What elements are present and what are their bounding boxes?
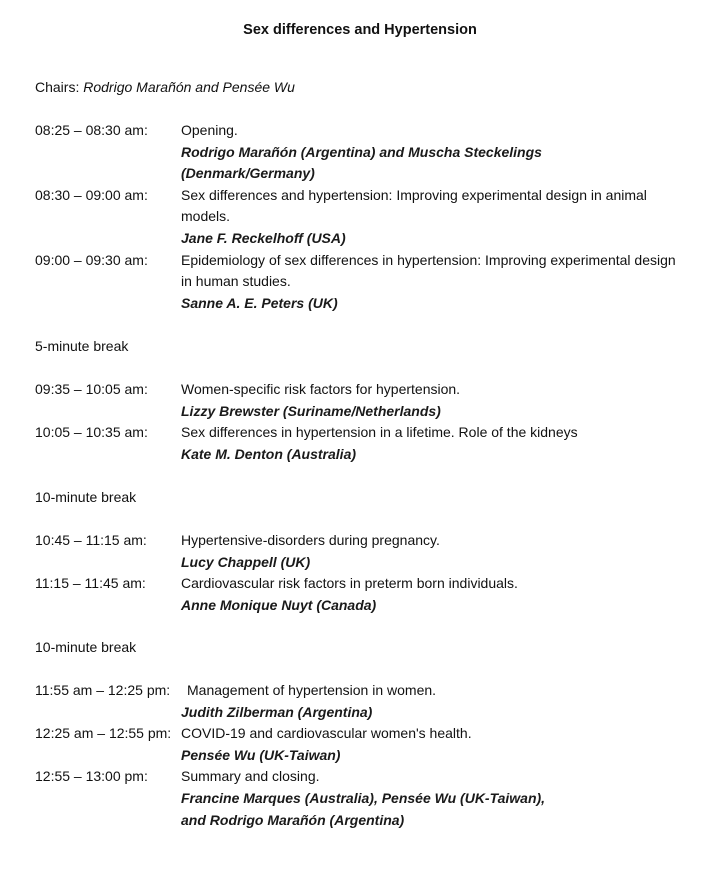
session-speaker: Lizzy Brewster (Suriname/Netherlands): [181, 402, 441, 419]
session-content: [181, 422, 695, 465]
session-row: [35, 120, 695, 185]
session-time: 08:30 – 09:00 am:: [35, 186, 148, 203]
session-speaker: Kate M. Denton (Australia): [181, 445, 357, 462]
session-speaker: Lucy Chappell (UK): [181, 553, 311, 570]
session-time: 11:55 am – 12:25 pm:: [35, 682, 171, 698]
session-topic: Epidemiology of sex differences in hypertension: Improving experimental design in human studies.: [181, 251, 676, 290]
session-content: [181, 185, 695, 250]
session-speaker: Jane F. Reckelhoff (USA): [181, 229, 346, 246]
session-block-3: [35, 530, 695, 616]
session-topic: Hypertensive-disorders during pregnancy.: [181, 532, 440, 548]
session-topic: COVID-19 and cardiovascular women's health.: [181, 725, 472, 742]
session-content: [181, 766, 695, 831]
session-row: [35, 766, 695, 831]
session-time: 12:25 am – 12:55 pm:: [35, 725, 172, 742]
session-content: [181, 573, 695, 616]
session-content: [181, 120, 695, 185]
chairs-label: Chairs:: [35, 79, 80, 95]
session-row: [35, 680, 695, 723]
session-topic: Sex differences and hypertension: Improving experimental design in animal models.: [181, 186, 647, 225]
session-speaker: Anne Monique Nuyt (Canada): [181, 596, 377, 613]
session-speaker: Sanne A. E. Peters (UK): [181, 294, 338, 311]
session-row: [35, 250, 695, 315]
session-speaker: Pensée Wu (UK-Taiwan): [181, 746, 341, 763]
session-topic: Management of hypertension in women.: [187, 682, 437, 698]
session-content: [181, 379, 695, 422]
session-topic: Opening.: [181, 122, 238, 138]
document-title: Sex differences and Hypertension: [243, 22, 477, 38]
session-content: [181, 530, 695, 573]
session-row: [35, 723, 695, 766]
session-block-2: [35, 379, 695, 465]
break-label: 5-minute break: [35, 338, 129, 354]
session-topic: Sex differences in hypertension in a lifetime. Role of the kidneys: [181, 424, 578, 441]
session-speaker: Rodrigo Marañón (Argentina) and Muscha Steckelings (Denmark/Germany): [181, 143, 542, 182]
session-block-1: [35, 120, 695, 314]
session-block-4: [35, 680, 695, 831]
session-row: [35, 379, 695, 422]
session-time: 10:45 – 11:15 am:: [35, 532, 147, 548]
session-topic: Cardiovascular risk factors in preterm born individuals.: [181, 575, 518, 592]
session-time: 10:05 – 10:35 am:: [35, 424, 148, 441]
chairs-names: Rodrigo Marañón and Pensée Wu: [83, 79, 295, 95]
session-topic: Women-specific risk factors for hypertension.: [181, 381, 461, 397]
session-content: [181, 680, 695, 723]
session-row: [35, 530, 695, 573]
session-row: [35, 422, 695, 465]
break-label: 10-minute break: [35, 489, 137, 505]
session-row: [35, 573, 695, 616]
session-time: 09:00 – 09:30 am:: [35, 251, 148, 268]
chairs-line: [35, 77, 295, 99]
session-topic: Summary and closing.: [181, 768, 320, 785]
session-time: 11:15 – 11:45 am:: [35, 575, 146, 592]
break-label: 10-minute break: [35, 639, 137, 655]
session-content: [181, 723, 695, 766]
session-speaker: Judith Zilberman (Argentina): [181, 703, 373, 720]
session-time: 09:35 – 10:05 am:: [35, 381, 148, 397]
session-row: [35, 185, 695, 250]
session-content: [181, 250, 695, 315]
session-speaker: Francine Marques (Australia), Pensée Wu (UK-Taiwan), and Rodrigo Marañón (Argentina): [181, 789, 546, 828]
session-time: 12:55 – 13:00 pm:: [35, 768, 148, 785]
session-time: 08:25 – 08:30 am:: [35, 122, 148, 138]
